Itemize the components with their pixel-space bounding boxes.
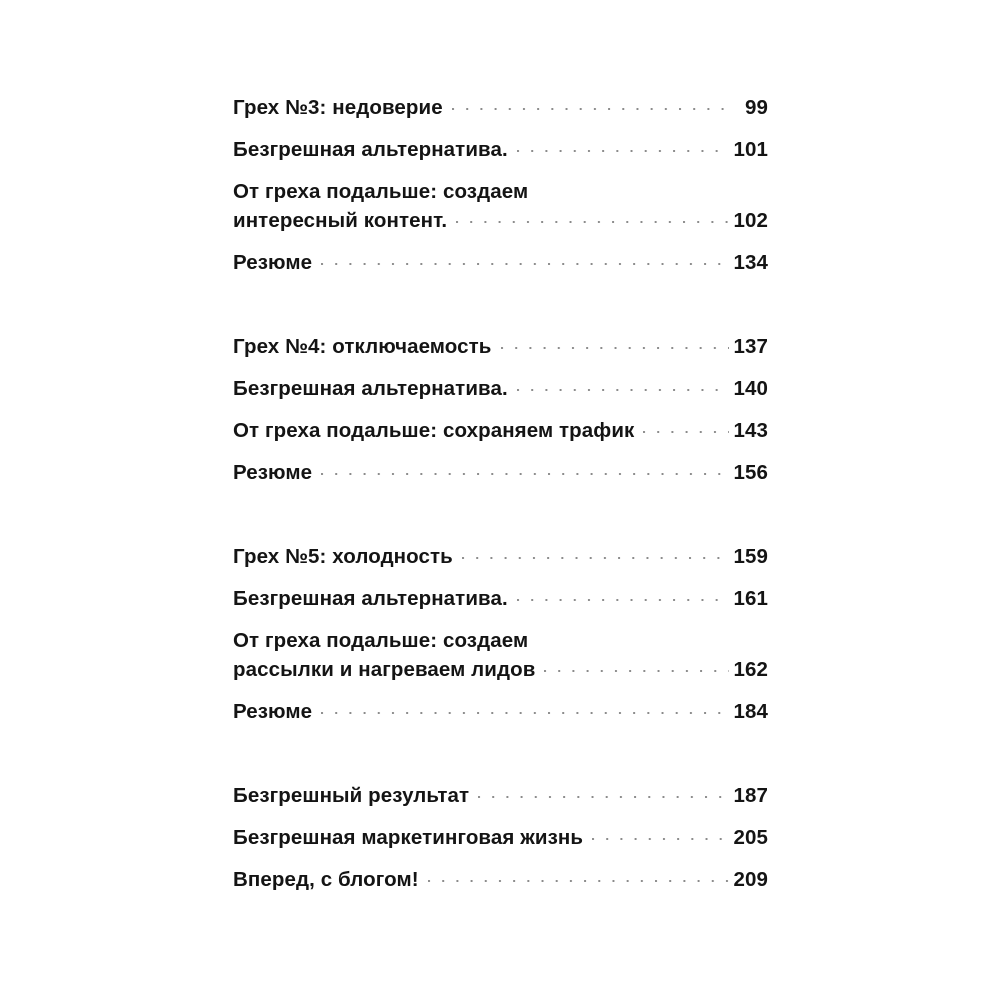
toc-page-number: 143 [733,419,768,442]
toc-entry[interactable] [233,374,768,403]
toc-page-number: 134 [733,251,768,274]
toc-entry-title: Безгрешная маркетинговая жизнь [233,826,584,849]
dot-leader [478,782,729,802]
toc-entry-row [233,655,768,684]
toc-entry-title: рассылки и нагреваем лидов [233,658,536,681]
toc-entry-row [233,93,768,122]
toc-entry-title: Грех №3: недоверие [233,96,443,119]
toc-entry-line: От греха подальше: создаем [233,629,529,652]
toc-entry-row [233,374,768,403]
dot-leader [544,656,729,676]
toc-entry[interactable] [233,781,768,810]
toc-entry-row [233,248,768,277]
toc-group [233,332,768,487]
dot-leader [321,459,729,479]
toc-entry-title: Грех №4: отключаемость [233,335,492,358]
toc-page-number: 162 [733,658,768,681]
dot-leader [517,136,730,156]
dot-leader [517,585,730,605]
dot-leader [428,866,730,886]
toc-entry-row [233,697,768,726]
toc-entry-title: Безгрешный результат [233,784,470,807]
toc-entry-row [233,332,768,361]
toc-entry-row [233,416,768,445]
toc-entry[interactable] [233,823,768,852]
toc-entry-title: Резюме [233,251,313,274]
dot-leader [501,333,730,353]
toc-entry-row [233,584,768,613]
dot-leader [643,417,729,437]
toc-entry-row [233,865,768,894]
toc-entry-title: Безгрешная альтернатива. [233,138,508,161]
toc-entry[interactable] [233,626,768,684]
toc-entry-row [233,206,768,235]
dot-leader [517,375,730,395]
toc-entry[interactable] [233,865,768,894]
dot-leader [462,543,730,563]
toc-entry-title: От греха подальше: сохраняем трафик [233,419,635,442]
toc-page-number: 159 [733,545,768,568]
toc-entry[interactable] [233,416,768,445]
toc-page-number: 137 [733,335,768,358]
toc-page-number: 209 [733,868,768,891]
toc-page-number: 187 [733,784,768,807]
dot-leader [452,94,730,114]
dot-leader [456,207,729,227]
table-of-contents [233,93,768,894]
toc-entry[interactable] [233,177,768,235]
toc-page-number: 184 [733,700,768,723]
toc-page-number: 101 [733,138,768,161]
toc-entry-title: Резюме [233,700,313,723]
toc-entry[interactable] [233,93,768,122]
toc-entry-title: Вперед, с блогом! [233,868,419,891]
toc-entry-title: Резюме [233,461,313,484]
toc-page-number: 205 [733,826,768,849]
dot-leader [592,824,729,844]
toc-page-number: 161 [733,587,768,610]
toc-group [233,542,768,726]
toc-entry[interactable] [233,697,768,726]
toc-group [233,93,768,277]
toc-entry[interactable] [233,458,768,487]
toc-entry-row [233,781,768,810]
toc-entry[interactable] [233,135,768,164]
toc-page-number: 140 [733,377,768,400]
toc-entry[interactable] [233,248,768,277]
toc-group [233,781,768,894]
toc-entry-row [233,135,768,164]
toc-entry-title: Грех №5: холодность [233,545,453,568]
toc-entry[interactable] [233,542,768,571]
dot-leader [321,698,729,718]
dot-leader [321,249,729,269]
toc-page-number: 99 [744,96,768,119]
toc-page-number: 102 [733,209,768,232]
toc-entry-row [233,823,768,852]
toc-entry-line: От греха подальше: создаем [233,180,529,203]
toc-entry-row [233,542,768,571]
toc-entry[interactable] [233,332,768,361]
toc-entry-title: Безгрешная альтернатива. [233,377,508,400]
toc-entry-title: Безгрешная альтернатива. [233,587,508,610]
toc-entry-title: интересный контент. [233,209,448,232]
toc-page-number: 156 [733,461,768,484]
toc-entry-row [233,458,768,487]
toc-entry[interactable] [233,584,768,613]
